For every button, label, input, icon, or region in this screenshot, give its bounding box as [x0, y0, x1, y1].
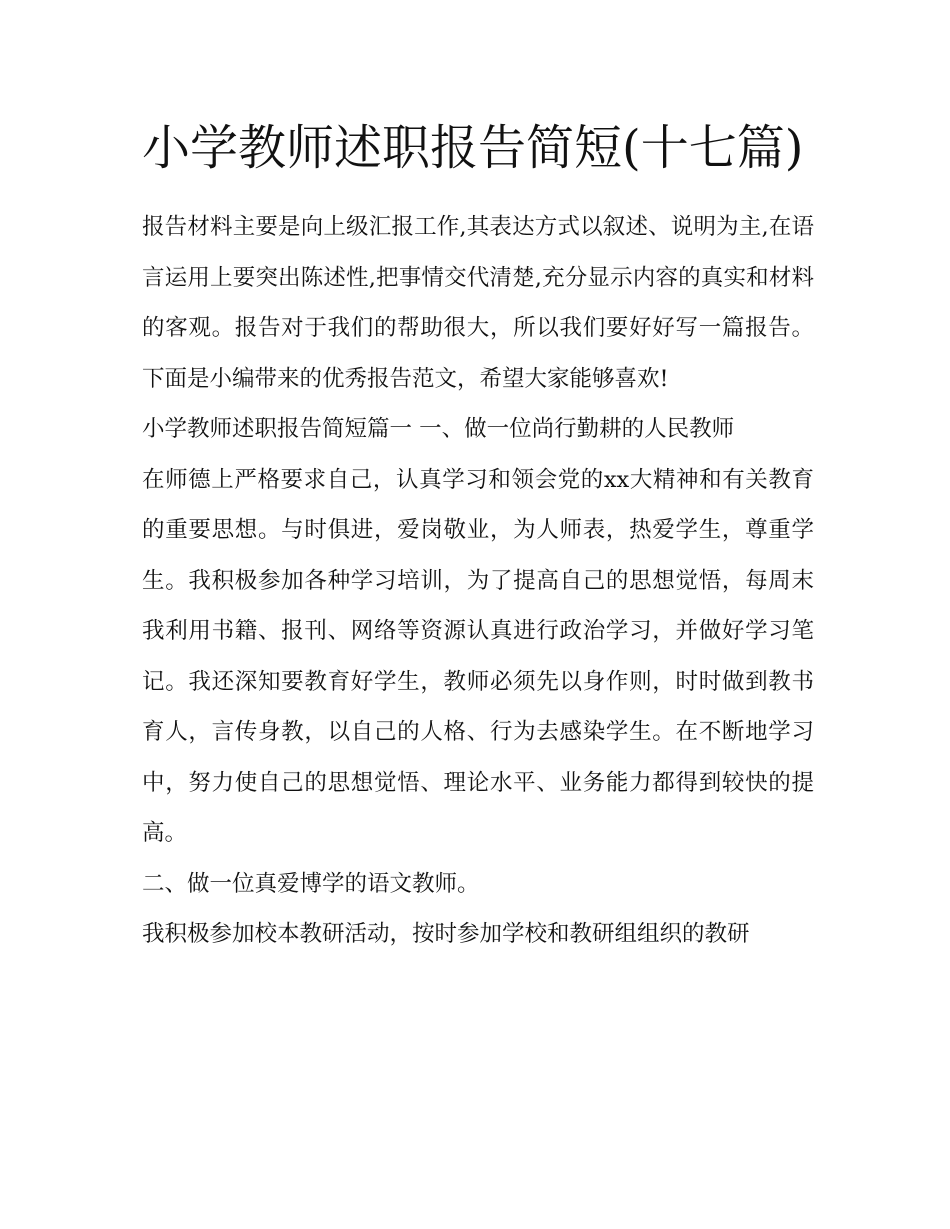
- paragraph-section-two-heading: 二、做一位真爱博学的语文教师。: [142, 870, 480, 897]
- paragraph-section-one-body: 在师德上严格要求自己，认真学习和领会党的xx大精神和有关教育的重要思想。与时俱进，爱岗敬业，为人师表，热爱学生，尊重学生。我积极参加各种学习培训，为了提高自己的思想觉悟，每周末我利用书籍、报刊、网络等资源认真进行政治学习，并做好学习笔记。我还深知要教育好学生，教师必须先以身作则，时时做到教书育人，言传身教，以自己的人格、行为去感染学生。在不断地学习中，努力使自己的思想觉悟、理论水平、业务能力都得到较快的提高。: [142, 466, 814, 846]
- paragraph-section-two-body: 我积极参加校本教研活动，按时参加学校和教研组组织的教研: [142, 921, 750, 947]
- document-title: 小学教师述职报告简短(十七篇): [142, 120, 804, 176]
- document-page: [142, 112, 814, 960]
- paragraph-section-one-heading: 小学教师述职报告简短篇一 一、做一位尚行勤耕的人民教师: [142, 416, 735, 442]
- paragraph-intro: 报告材料主要是向上级汇报工作,其表达方式以叙述、说明为主,在语言运用上要突出陈述性,把事情交代清楚,充分显示内容的真实和材料的客观。报告对于我们的帮助很大，所以我们要好好写一篇报告。下面是小编带来的优秀报告范文，希望大家能够喜欢!: [142, 214, 814, 392]
